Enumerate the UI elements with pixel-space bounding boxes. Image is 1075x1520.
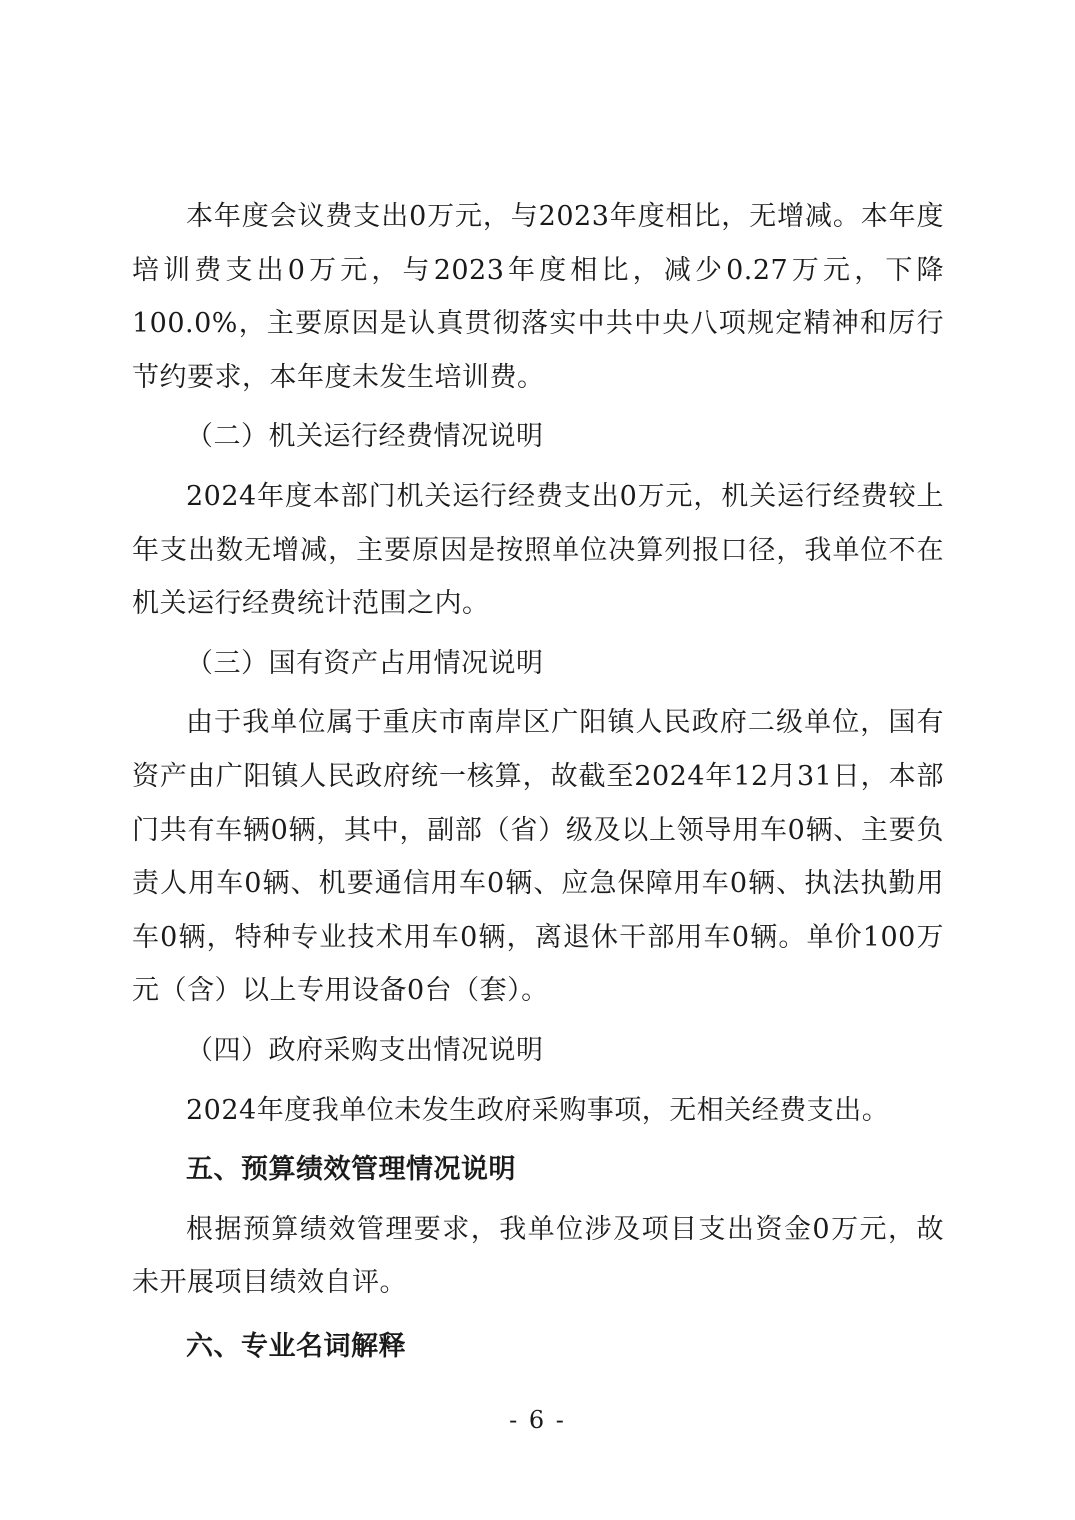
paragraph-procurement: 2024年度我单位未发生政府采购事项，无相关经费支出。 <box>186 1094 890 1126</box>
paragraph-operating-funds: 2024年度本部门机关运行经费支出0万元，机关运行经费较上年支出数无增减，主要原因是按照单位决算列报口径，我单位不在机关运行经费统计范围之内。 <box>132 480 944 620</box>
section-heading-state-assets: （三）国有资产占用情况说明 <box>186 647 544 679</box>
page-number: - 6 - <box>509 1406 566 1434</box>
section-heading-performance: 五、预算绩效管理情况说明 <box>186 1154 516 1186</box>
document-body <box>132 190 944 1373</box>
paragraph-state-assets: 由于我单位属于重庆市南岸区广阳镇人民政府二级单位，国有资产由广阳镇人民政府统一核算，故截至2024年12月31日，本部门共有车辆0辆，其中，副部（省）级及以上领导用车0辆、主要负责人用车0辆、机要通信用车0辆、应急保障用车0辆、执法执勤用车0辆，特种专业技术用车0辆，离退休干部用车0辆。单价100万元（含）以上专用设备0台（套）。 <box>132 707 944 1007</box>
section-heading-glossary: 六、专业名词解释 <box>186 1330 406 1362</box>
section-heading-operating-funds: （二）机关运行经费情况说明 <box>186 421 544 453</box>
paragraph-meeting-training-fees: 本年度会议费支出0万元，与2023年度相比，无增减。本年度培训费支出0万元，与2023年度相比，减少0.27万元，下降100.0%，主要原因是认真贯彻落实中共中央八项规定精神和厉行节约要求，本年度未发生培训费。 <box>132 201 944 393</box>
section-heading-procurement: （四）政府采购支出情况说明 <box>186 1034 544 1066</box>
paragraph-performance: 根据预算绩效管理要求，我单位涉及项目支出资金0万元，故未开展项目绩效自评。 <box>132 1213 944 1299</box>
